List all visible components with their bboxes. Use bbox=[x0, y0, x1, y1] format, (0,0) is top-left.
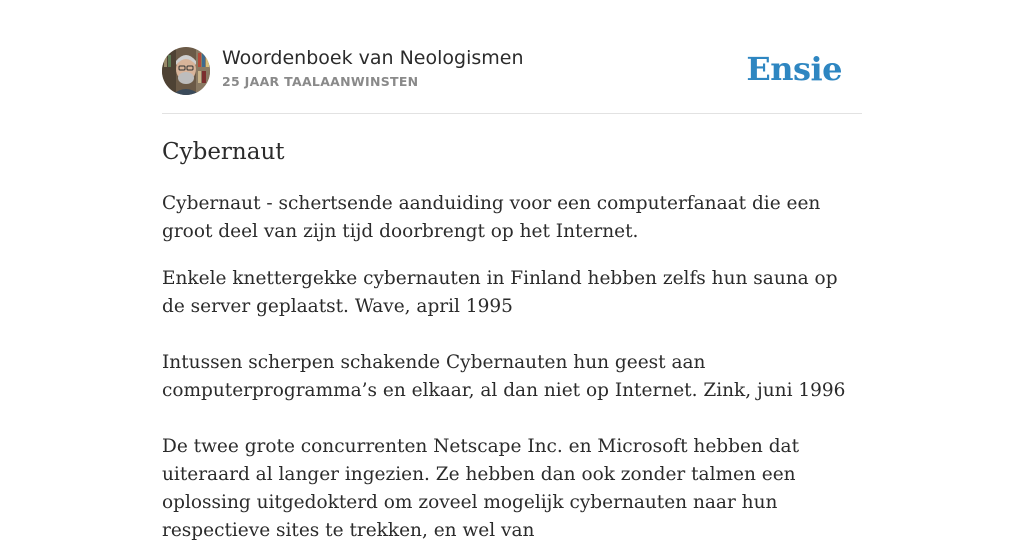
entry-definition: Cybernaut - schertsende aanduiding voor een computerfanaat die een groot deel van zijn tijd doorbrengt op het Internet. bbox=[162, 193, 827, 242]
entry-content bbox=[162, 190, 864, 545]
entry-examples: Enkele knettergekke cybernauten in Finland hebben zelfs hun sauna op de server geplaatst. Wave, april 1995 Intussen scherpen schakende Cybernauten hun geest aan computerprogramma’s en elkaar, al dan niet op Internet. Zink, juni 1996 De twee grote concurrenten Netscape Inc. en Microsoft hebben dat uiteraard al langer ingezien. Ze hebben dan ook zonder talmen een oplossing uitgedokterd om zoveel mogelijk cybernauten naar hun respectieve sites te trekken, en wel van bbox=[162, 268, 846, 541]
author-avatar[interactable] bbox=[162, 47, 210, 95]
entry-title: Cybernaut bbox=[162, 139, 285, 165]
ensie-logo[interactable]: Ensie bbox=[746, 50, 842, 88]
site-header bbox=[162, 46, 862, 96]
site-title[interactable]: Woordenboek van Neologismen bbox=[222, 47, 524, 69]
site-subtitle: 25 JAAR TAALAANWINSTEN bbox=[222, 74, 419, 89]
header-divider bbox=[162, 113, 862, 114]
